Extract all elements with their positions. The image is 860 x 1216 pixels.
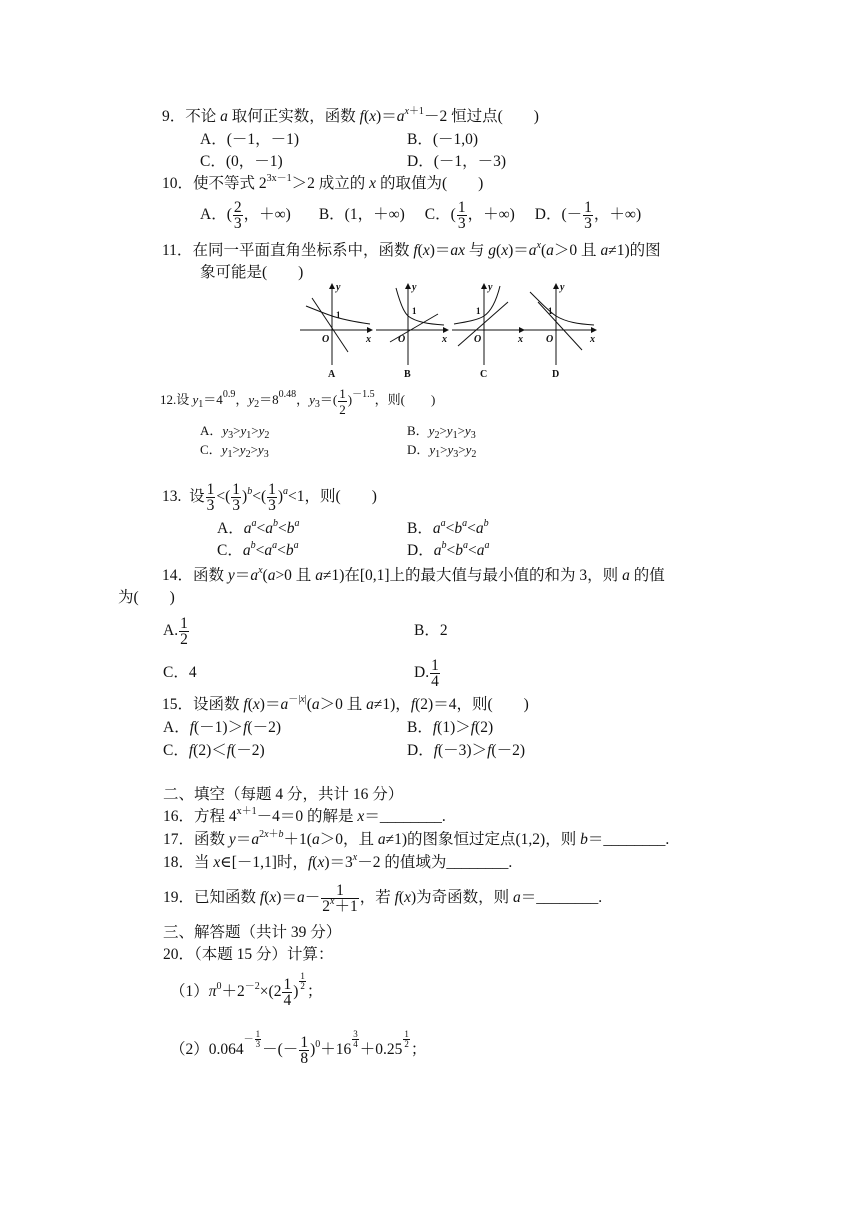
graph-label-b: B [404,369,411,380]
question-10-option-d: D．(－ $\frac{1}{3}$ ，＋∞) [534,198,642,232]
question-13-option-c: C．$a^b<a^a<b^a$ [217,540,299,559]
question-17: 17．函数 $y=a^{2x+b}+1(a>0$，且 a≠1)的图象恒过定点(1,2)，则 b＝________. [163,829,670,848]
question-10-option-c: C．( $\frac{1}{3}$ ，＋∞) [424,198,515,232]
question-9-option-a: A．(－1，－1) [200,131,300,148]
svg-text:O: O [546,334,554,345]
question-9-option-c: C．(0，－1) [200,153,283,170]
section-2-heading: 二、填空（每题 4 分，共计 16 分） [163,786,404,803]
question-12-option-c: C．$y_1>y_2>y_3$ [200,442,269,460]
question-9-option-d: D．(－1，－3) [407,153,507,170]
question-10-options [200,198,641,232]
svg-text:1: 1 [476,306,481,316]
question-10-stem: 10．使不等式 $2^{3x-1}>2$ 成立的 x 的取值为( ) [162,173,484,192]
question-10-option-a: A．( $\frac{2}{3}$ ，＋∞) [200,198,291,232]
section-3-heading: 三、解答题（共计 39 分） [163,924,342,941]
question-13-option-d: D．$a^b<b^a<a^a$ [407,540,490,559]
graph-label-a: A [328,369,336,380]
question-10-option-b: B．(1，＋∞) [318,206,405,223]
question-18: 18．当 x∈[－1,1]时，$f(x)=3^x-2$ 的值域为________. [163,852,513,871]
question-20-part-1: $(1)\pi^0+2^{-2}\times(2$ $\frac{1}{4}$ ) $^{\frac{1}{2}}$ ； [170,971,323,1009]
svg-text:x: x [366,334,371,345]
graph-label-d: D [552,369,560,380]
svg-text:O: O [322,334,330,345]
question-15-option-c: C．f(2)＜f(－2) [163,742,265,759]
graph-b [376,282,448,380]
svg-text:y: y [560,282,565,293]
svg-text:y: y [412,282,417,293]
question-11-stem: 11．在同一平面直角坐标系中，函数 f(x)＝ax 与 $g(x)=a^x(a>0$ 且 a≠1)的图 [162,240,661,259]
question-14-stem: 14．函数 $y=a^x(a>0$ 且 a≠1)在[0,1]上的最大值与最小值的和为 3，则 a 的值 [162,565,665,584]
question-20-part-2: $(2)0.064^{- \frac{1}{3}}$ －(－ $\frac{1}{8}$ )$^0$＋16 $^{\frac{3}{4}}$ ＋0.25 $^{\frac{1}{2}}$ ； [170,1029,427,1067]
svg-text:y: y [336,282,341,293]
question-11-graphs [300,280,600,380]
question-13-option-a: A．$a^a<a^b<b^a$ [217,518,300,537]
question-9-option-b: B．(－1,0) [407,131,479,148]
question-11-stem-line2: 象可能是( ) [200,264,304,281]
question-14-option-b: B．2 [414,622,448,639]
question-13-stem: 13. 设 $\frac{1}{3}$ <( $\frac{1}{3}$ )$^b$<( $\frac{1}{3}$ )$^a$<1，则( ) [162,480,377,514]
question-20-title: 20．（本题 15 分）计算： [163,946,334,963]
question-12-option-a: A．$y_3>y_1>y_2$ [200,423,270,441]
graph-c [452,282,524,380]
svg-text:x: x [442,334,447,345]
question-14-option-d: D. $\frac{1}{4}$ [414,656,439,690]
svg-text:x: x [590,334,595,345]
question-9-stem: 9．不论 a 取何正实数，函数 $f(x)=a^{x+1}-2$ 恒过点( ) [162,106,539,125]
svg-text:y: y [488,282,493,293]
question-16: 16．方程 $4^{x+1}-4=0$ 的解是 x＝________. [163,806,446,825]
question-12-option-d: D．$y_1>y_3>y_2$ [407,442,477,460]
question-12-stem: 12.设 $y_1=4^{0.9}$，$y_2=8^{0.48}$，$y_3=$( $\frac{1}{2}$ )$^{-1.5}$，则( ) [160,385,436,417]
question-15-stem: 15．设函数 $f(x)=a^{-|x|}(a>0$ 且 a≠1)，f(2)＝4，则( ) [162,694,529,713]
svg-text:1: 1 [548,306,553,316]
svg-text:1: 1 [336,310,341,320]
question-15-option-a: A．f(－1)＞f(－2) [163,719,281,736]
svg-text:O: O [474,334,482,345]
question-15-option-d: D．f(－3)＞f(－2) [407,742,525,759]
question-14-option-a: A. $\frac{1}{2}$ [163,614,188,648]
question-14-option-c: C．4 [163,664,197,681]
question-13-option-b: B．$a^a<b^a<a^b$ [407,518,489,537]
question-14-stem-line2: 为( ) [118,589,175,606]
svg-text:O: O [398,334,406,345]
graph-d [524,282,596,380]
question-15-option-b: B．f(1)＞f(2) [407,719,494,736]
question-19: 19．已知函数 f(x)＝a－ $\frac{1}{2^x+1}$ ，若 f(x)为奇函数，则 a＝________. [163,881,603,915]
svg-text:x: x [518,334,523,345]
svg-text:1: 1 [412,306,417,316]
graph-label-c: C [480,369,488,380]
graph-a [300,282,372,380]
question-12-option-b: B．$y_2>y_1>y_3$ [407,423,476,441]
